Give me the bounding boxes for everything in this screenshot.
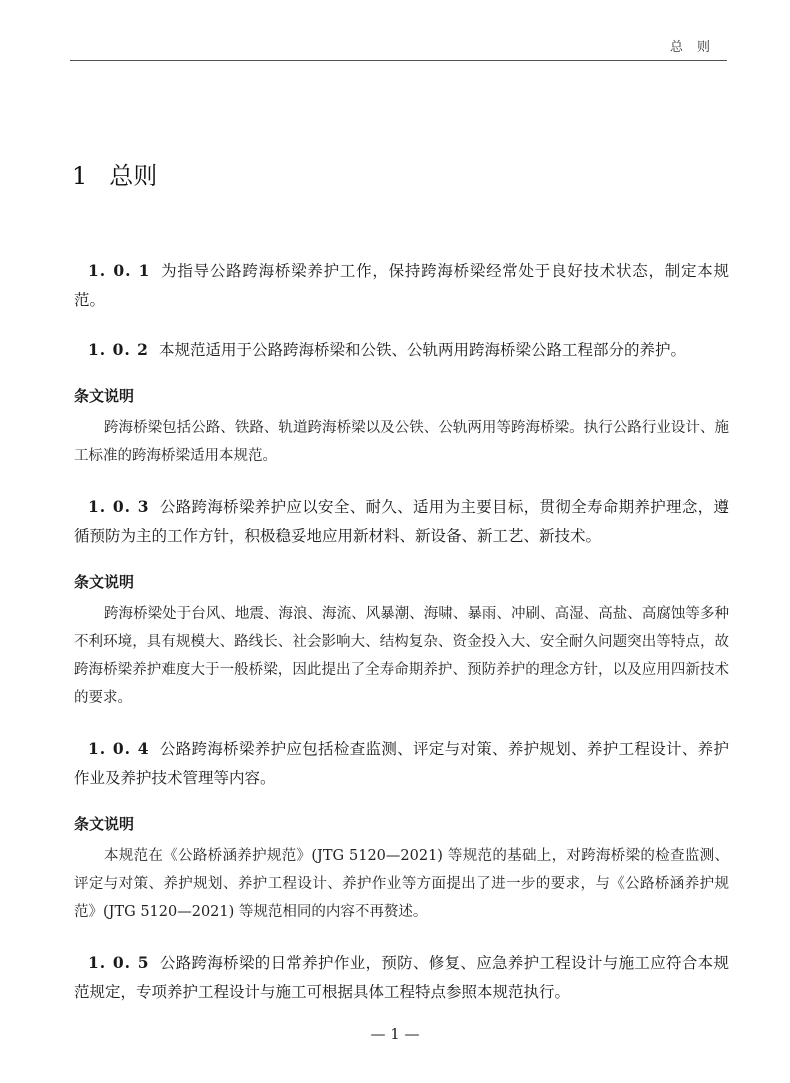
page-body — [74, 256, 729, 1027]
clause-1-0-5 — [74, 948, 729, 1007]
clause-text: 为指导公路跨海桥梁养护工作，保持跨海桥梁经常处于良好技术状态，制定本规范。 — [74, 262, 729, 309]
header-divider — [70, 60, 727, 61]
clause-number: 1. 0. 4 — [88, 739, 150, 758]
clause-1-0-4 — [74, 734, 729, 793]
clause-1-0-2 — [74, 335, 729, 365]
commentary-text: 跨海桥梁包括公路、铁路、轨道跨海桥梁以及公铁、公轨两用等跨海桥梁。执行公路行业设计、施工标准的跨海桥梁适用本规范。 — [74, 420, 729, 464]
chapter-title: 总则 — [109, 162, 158, 190]
clause-text: 公路跨海桥梁的日常养护作业，预防、修复、应急养护工程设计与施工应符合本规范规定，专项养护工程设计与施工可根据具体工程特点参照本规范执行。 — [74, 954, 729, 1001]
commentary-title: 条文说明 — [74, 573, 135, 591]
clause-1-0-1 — [74, 256, 729, 315]
clause-1-0-3 — [74, 492, 729, 551]
chapter-heading — [72, 156, 157, 191]
commentary-title: 条文说明 — [74, 387, 135, 405]
clause-number: 1. 0. 5 — [88, 953, 150, 972]
clause-number: 1. 0. 2 — [88, 340, 149, 359]
commentary-text: 本规范在《公路桥涵养护规范》(JTG 5120—2021) 等规范的基础上，对跨海桥梁的检查监测、评定与对策、养护规划、养护工程设计、养护作业等方面提出了进一步的要求，与《公路桥涵养护规范》(JTG 5120—2021) 等规范相同的内容不再赘述。 — [74, 848, 729, 920]
clause-number: 1. 0. 1 — [88, 261, 151, 280]
commentary-text: 跨海桥梁处于台风、地震、海浪、海流、风暴潮、海啸、暴雨、冲刷、高湿、高盐、高腐蚀等多种不利环境，具有规模大、路线长、社会影响大、结构复杂、资金投入大、安全耐久问题突出等特点，故跨海桥梁养护难度大于一般桥梁，因此提出了全寿命期养护、预防养护的理念方针，以及应用四新技术的要求。 — [74, 606, 729, 706]
chapter-number: 1 — [72, 162, 88, 190]
running-header-title: 总则 — [669, 40, 724, 55]
clause-number: 1. 0. 3 — [88, 497, 150, 516]
page-number: — 1 — — [370, 1025, 420, 1043]
commentary-title: 条文说明 — [74, 815, 135, 833]
clause-text: 公路跨海桥梁养护应包括检查监测、评定与对策、养护规划、养护工程设计、养护作业及养护技术管理等内容。 — [74, 740, 729, 787]
clause-text: 公路跨海桥梁养护应以安全、耐久、适用为主要目标，贯彻全寿命期养护理念，遵循预防为主的工作方针，积极稳妥地应用新材料、新设备、新工艺、新技术。 — [74, 498, 729, 545]
clause-text: 本规范适用于公路跨海桥梁和公铁、公轨两用跨海桥梁公路工程部分的养护。 — [158, 341, 686, 359]
